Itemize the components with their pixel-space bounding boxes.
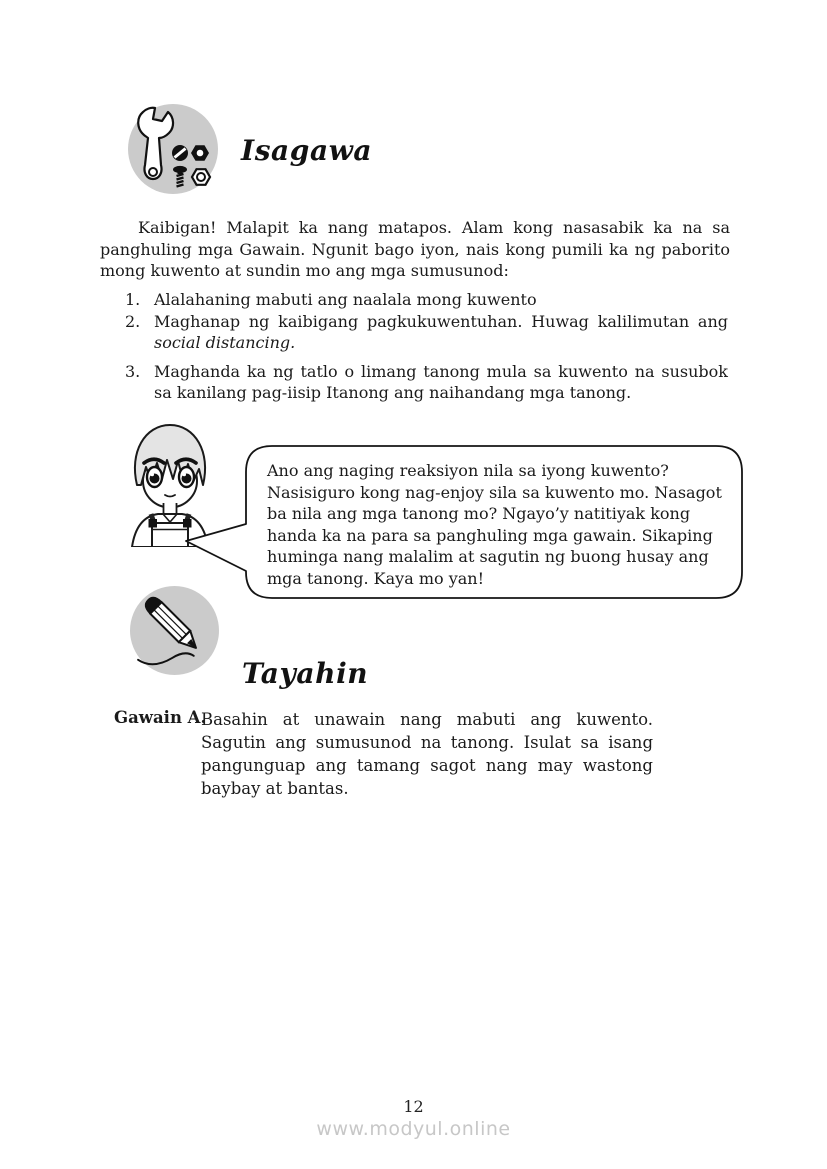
- isagawa-badge: [128, 104, 218, 194]
- page-number: 12: [403, 1097, 424, 1116]
- list-item-italic-text: social distancing.: [154, 333, 296, 352]
- speech-bubble-text: Ano ang naging reaksiyon nila sa iyong kuwento? Nasisiguro kong nag-enjoy sila sa kuwento mo. Nasagot ba nila ang mga tanong mo? Ngayo’y natitiyak kong handa ka na para sa panghuling mga gawain. Sikaping huminga nang malalim at sagutin ng buong husay ang mga tanong. Kaya mo yan!: [267, 461, 722, 588]
- tayahin-badge: [130, 586, 219, 675]
- list-item-text: Maghanda ka ng tatlo o limang tanong mula sa kuwento na susubok sa kanilang pag-iisip Itanong ang naihandang mga tanong.: [154, 361, 728, 402]
- list-item-text: Maghanap ng kaibigang pagkukuwentuhan. Huwag kalilimutan ang: [154, 311, 728, 331]
- watermark-text: www.modyul.online: [316, 1118, 511, 1140]
- tayahin-title: Tayahin: [242, 656, 369, 690]
- gawain-a-instructions: Basahin at unawain nang mabuti ang kuwento. Sagutin ang sumusunod na tanong. Isulat sa isang pangunguap ang tamang sagot nang may wastong baybay at bantas.: [201, 710, 653, 798]
- isagawa-title: Isagawa: [241, 133, 373, 167]
- list-item-text: Alalahaning mabuti ang naalala mong kuwento: [154, 290, 537, 309]
- list-item: [125, 361, 728, 404]
- list-item: [125, 289, 728, 311]
- list-item-number: 1.: [125, 290, 141, 309]
- isagawa-intro-paragraph: Kaibigan! Malapit ka nang matapos. Alam kong nasasabik ka na sa panghuling mga Gawain. Ngunit bago iyon, nais kong pumili ka ng paborito mong kuwento at sundin mo ang mga sumusunod:: [100, 218, 730, 280]
- list-item: [125, 311, 728, 354]
- list-item-number: 2.: [125, 311, 141, 331]
- gawain-a-label: Gawain A.: [114, 708, 207, 727]
- list-item-number: 3.: [125, 361, 141, 381]
- isagawa-steps-list: [125, 289, 728, 404]
